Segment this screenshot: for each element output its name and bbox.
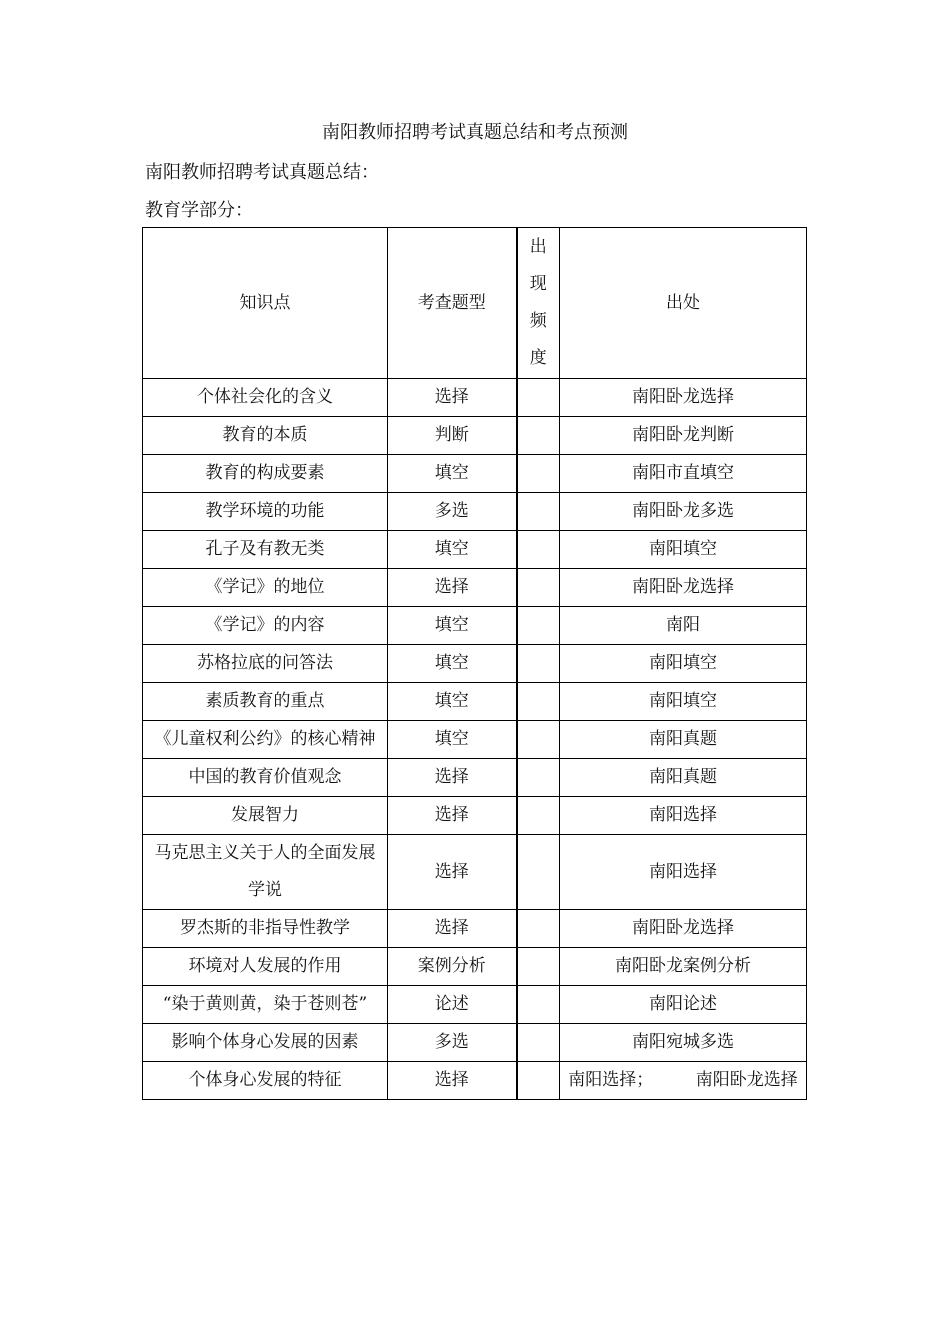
topic-cell: “染于黄则黄，染于苍则苍” (143, 986, 388, 1024)
frequency-cell (517, 379, 560, 417)
question-type-cell: 案例分析 (388, 948, 517, 986)
question-type-cell: 选择 (388, 379, 517, 417)
table-row (143, 721, 807, 759)
source-cell: 南阳宛城多选 (560, 1024, 807, 1062)
table-row (143, 910, 807, 948)
table-row (143, 379, 807, 417)
source-cell: 南阳卧龙选择 (560, 569, 807, 607)
source-cell: 南阳选择； 南阳卧龙选择 (560, 1062, 807, 1100)
table-row (143, 607, 807, 645)
topic-cell: 中国的教育价值观念 (143, 759, 388, 797)
question-type-cell: 选择 (388, 759, 517, 797)
question-type-cell: 选择 (388, 569, 517, 607)
table-row (143, 759, 807, 797)
topic-cell: 教育的本质 (143, 417, 388, 455)
frequency-cell (517, 645, 560, 683)
frequency-cell (517, 910, 560, 948)
table-row (143, 531, 807, 569)
source-cell: 南阳卧龙选择 (560, 910, 807, 948)
source-cell: 南阳填空 (560, 531, 807, 569)
summary-heading: 南阳教师招聘考试真题总结： (145, 162, 379, 183)
header-frequency (517, 228, 560, 379)
source-cell: 南阳卧龙判断 (560, 417, 807, 455)
header-frequency-char: 度 (529, 348, 547, 368)
frequency-cell (517, 948, 560, 986)
topic-cell: 教学环境的功能 (143, 493, 388, 531)
table-row (143, 797, 807, 835)
header-topic: 知识点 (143, 228, 388, 379)
table-row (143, 455, 807, 493)
table-row (143, 645, 807, 683)
frequency-cell (517, 721, 560, 759)
table-row (143, 835, 807, 910)
topic-cell: 环境对人发展的作用 (143, 948, 388, 986)
table-header-row (143, 228, 807, 379)
topic-cell: 马克思主义关于人的全面发展学说 (143, 835, 388, 910)
source-cell: 南阳真题 (560, 759, 807, 797)
source-cell: 南阳填空 (560, 645, 807, 683)
topic-cell: 发展智力 (143, 797, 388, 835)
frequency-cell (517, 683, 560, 721)
question-type-cell: 填空 (388, 607, 517, 645)
question-type-cell: 填空 (388, 683, 517, 721)
source-cell: 南阳卧龙多选 (560, 493, 807, 531)
topic-cell: 教育的构成要素 (143, 455, 388, 493)
table-row (143, 948, 807, 986)
source-cell: 南阳选择 (560, 835, 807, 910)
document-title: 南阳教师招聘考试真题总结和考点预测 (322, 122, 628, 143)
question-type-cell: 选择 (388, 797, 517, 835)
topic-cell: 《学记》的内容 (143, 607, 388, 645)
source-cell: 南阳市直填空 (560, 455, 807, 493)
frequency-cell (517, 1024, 560, 1062)
topic-cell: 影响个体身心发展的因素 (143, 1024, 388, 1062)
question-type-cell: 选择 (388, 835, 517, 910)
frequency-cell (517, 607, 560, 645)
topic-cell: 素质教育的重点 (143, 683, 388, 721)
header-frequency-char: 现 (529, 274, 547, 294)
topic-cell: 个体社会化的含义 (143, 379, 388, 417)
topic-cell: 罗杰斯的非指导性教学 (143, 910, 388, 948)
topic-cell: 个体身心发展的特征 (143, 1062, 388, 1100)
frequency-cell (517, 759, 560, 797)
topic-cell: 《学记》的地位 (143, 569, 388, 607)
source-cell: 南阳论述 (560, 986, 807, 1024)
question-type-cell: 填空 (388, 721, 517, 759)
source-cell: 南阳卧龙选择 (560, 379, 807, 417)
question-type-cell: 判断 (388, 417, 517, 455)
frequency-cell (517, 493, 560, 531)
source-cell: 南阳卧龙案例分析 (560, 948, 807, 986)
source-cell: 南阳选择 (560, 797, 807, 835)
frequency-cell (517, 531, 560, 569)
question-type-cell: 填空 (388, 531, 517, 569)
source-cell: 南阳真题 (560, 721, 807, 759)
frequency-cell (517, 569, 560, 607)
question-type-cell: 选择 (388, 910, 517, 948)
question-type-cell: 填空 (388, 645, 517, 683)
question-type-cell: 选择 (388, 1062, 517, 1100)
header-source: 出处 (560, 228, 807, 379)
table-row (143, 493, 807, 531)
question-type-cell: 填空 (388, 455, 517, 493)
section-heading: 教育学部分： (145, 200, 253, 221)
header-frequency-char: 频 (529, 311, 547, 331)
frequency-cell (517, 986, 560, 1024)
frequency-cell (517, 1062, 560, 1100)
question-type-cell: 多选 (388, 1024, 517, 1062)
table-row (143, 1062, 807, 1100)
topic-cell: 苏格拉底的问答法 (143, 645, 388, 683)
frequency-cell (517, 455, 560, 493)
frequency-cell (517, 417, 560, 455)
table-row (143, 1024, 807, 1062)
header-frequency-char: 出 (529, 237, 547, 257)
question-type-cell: 多选 (388, 493, 517, 531)
frequency-cell (517, 797, 560, 835)
topic-cell: 《儿童权利公约》的核心精神 (143, 721, 388, 759)
table-row (143, 569, 807, 607)
exam-topics-table (142, 227, 807, 1100)
header-question-type: 考查题型 (388, 228, 517, 379)
frequency-cell (517, 835, 560, 910)
table-row (143, 417, 807, 455)
source-cell: 南阳填空 (560, 683, 807, 721)
topic-cell: 孔子及有教无类 (143, 531, 388, 569)
source-cell: 南阳 (560, 607, 807, 645)
table-row (143, 986, 807, 1024)
question-type-cell: 论述 (388, 986, 517, 1024)
table-row (143, 683, 807, 721)
table-body (143, 379, 807, 1100)
